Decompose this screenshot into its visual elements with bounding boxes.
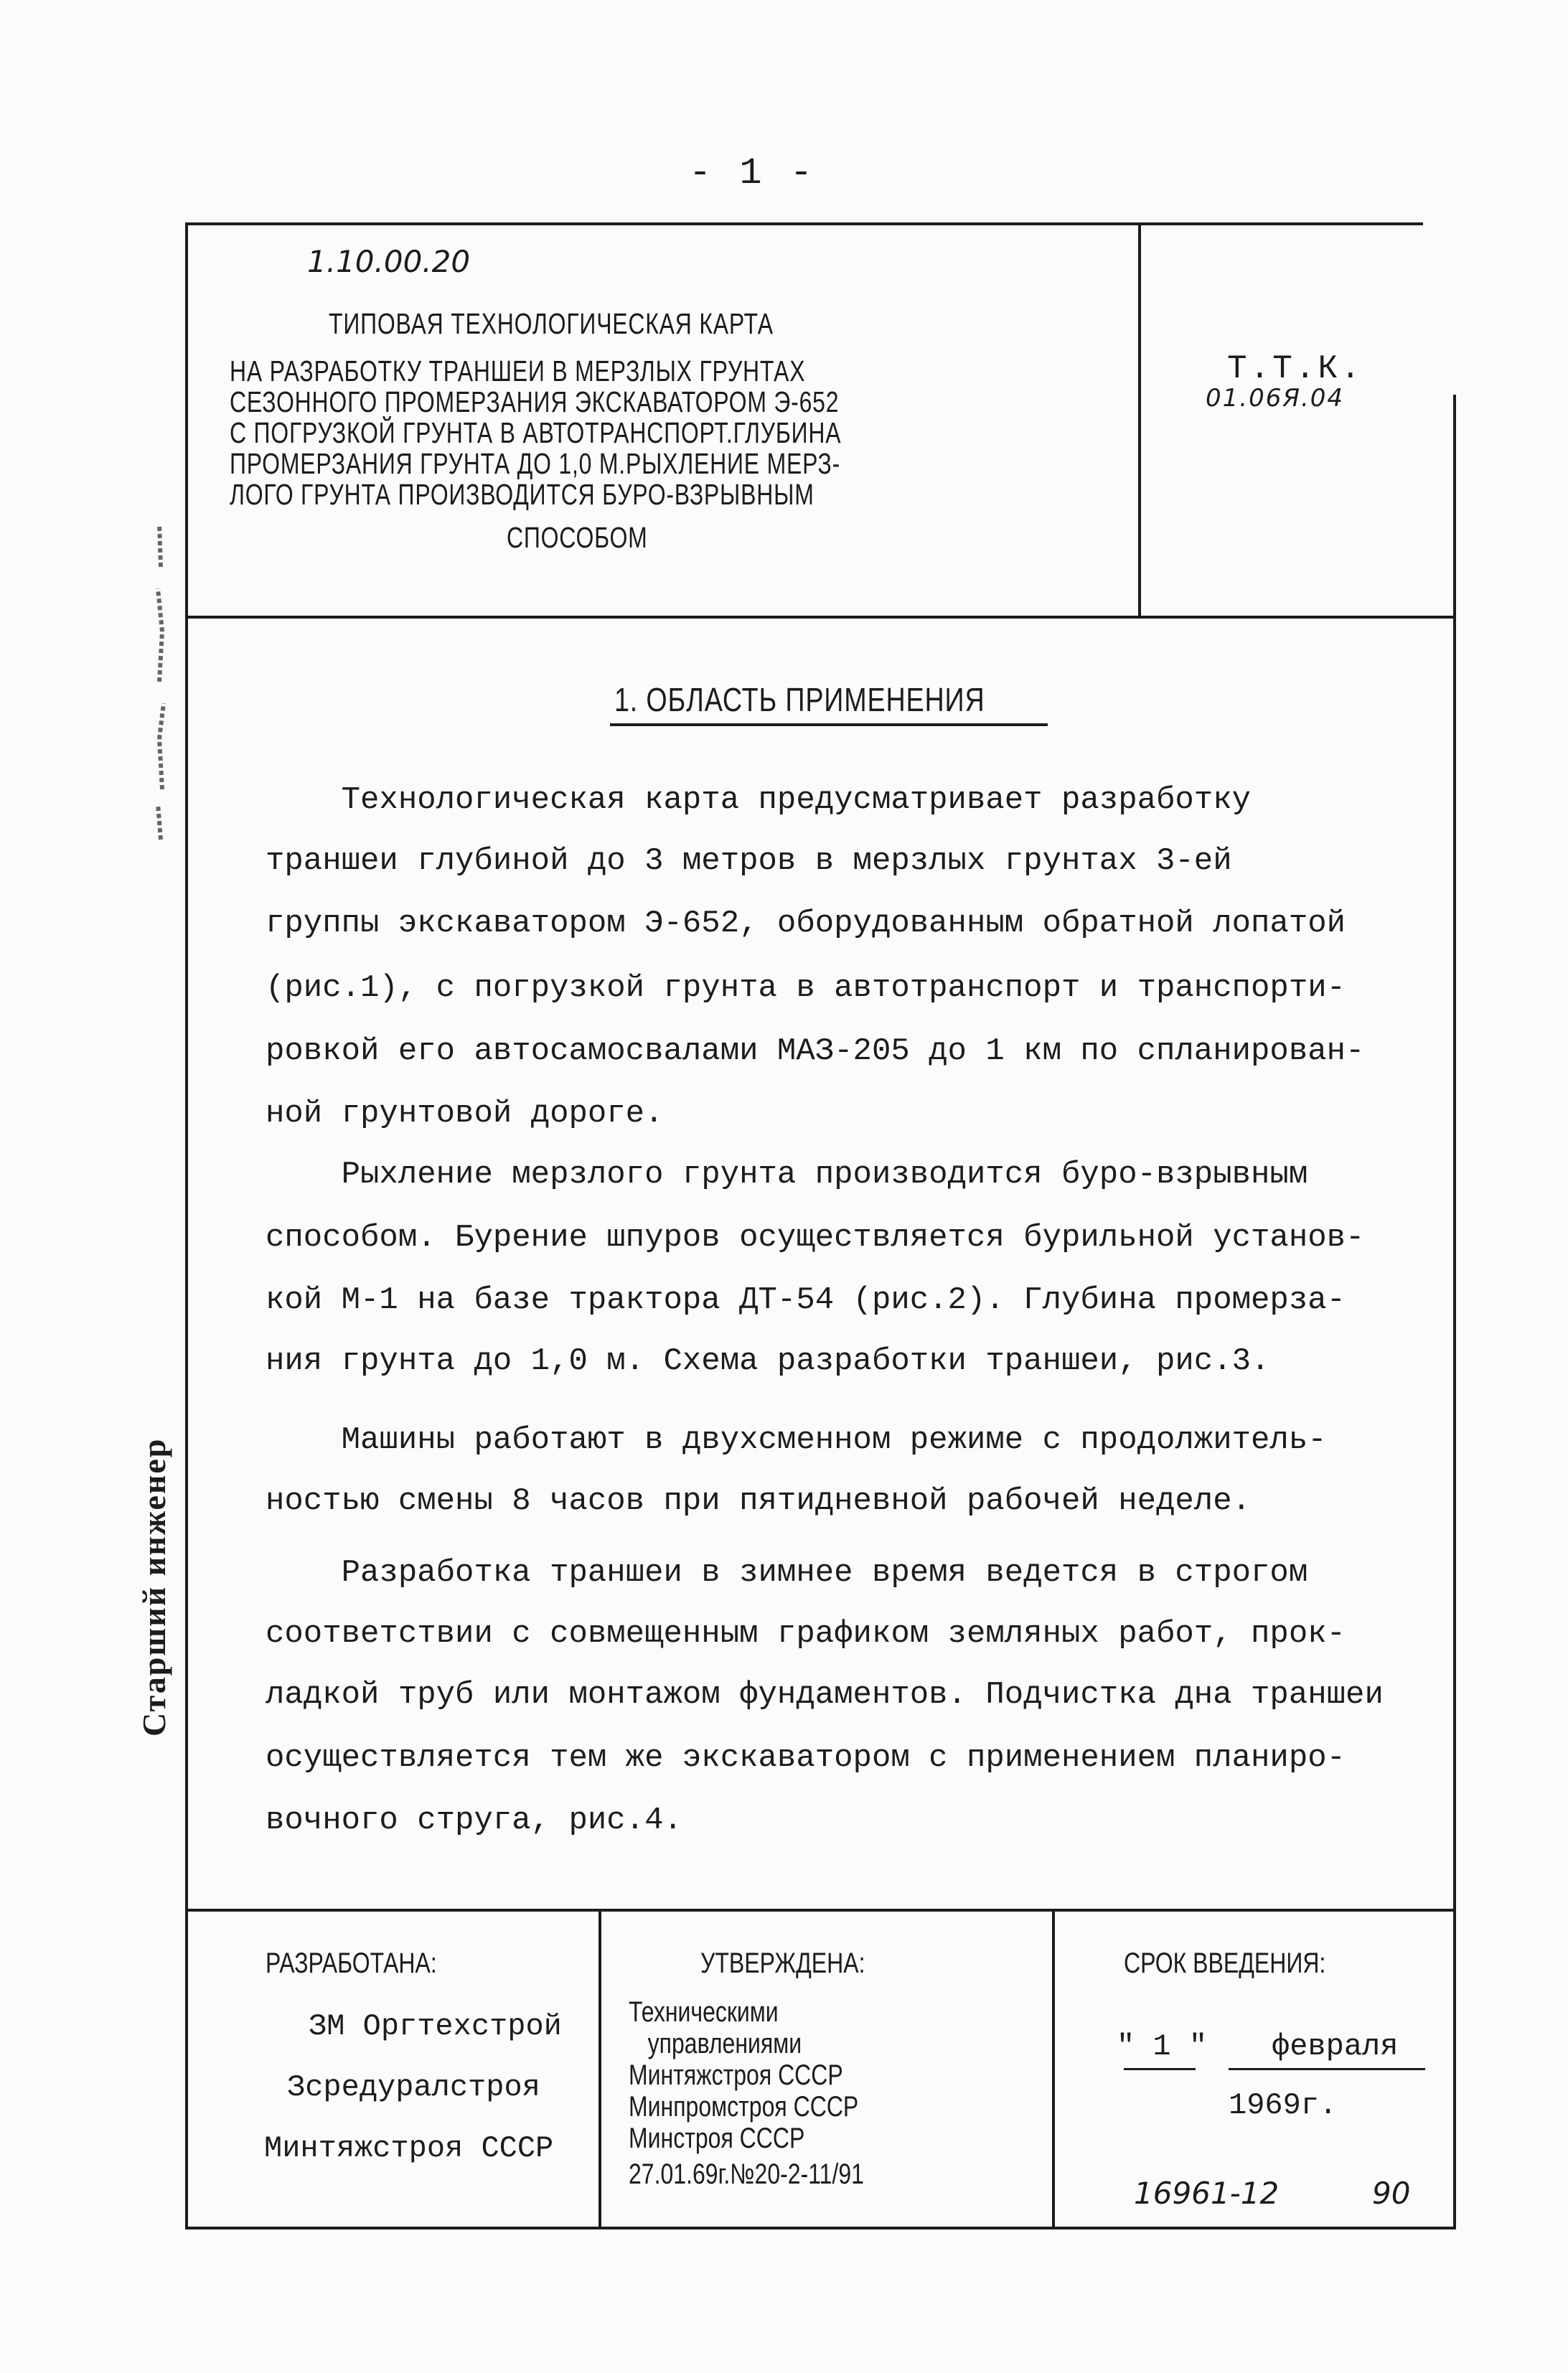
footer-divider-1 <box>598 1909 601 2228</box>
body-line: траншеи глубиной до 3 метров в мерзлых грунтах 3-ей <box>266 843 1232 879</box>
body-line: Рыхление мерзлого грунта производится буро-взрывным <box>266 1157 1308 1193</box>
title-line: ЛОГО ГРУНТА ПРОИЗВОДИТСЯ БУРО-ВЗРЫВНЫМ <box>230 478 814 511</box>
approved-line: Минпромстроя СССР <box>629 2091 859 2123</box>
footer-divider-2 <box>1052 1909 1055 2228</box>
body-line: (рис.1), с погрузкой грунта в автотранспорт и транспорти- <box>266 970 1346 1006</box>
body-line: кой М-1 на базе трактора ДТ-54 (рис.2). Глубина промерза- <box>266 1282 1346 1318</box>
approved-line: Техническими <box>629 1996 779 2028</box>
footer-bottom-border <box>185 2227 1456 2229</box>
ttk-number: 01.06Я.04 <box>1206 384 1345 413</box>
header-top-border <box>185 222 1423 225</box>
title-line: НА РАЗРАБОТКУ ТРАНШЕИ В МЕРЗЛЫХ ГРУНТАХ <box>230 354 806 387</box>
approved-line: управлениями <box>629 2028 802 2059</box>
body-line: группы экскаватором Э-652, оборудованным обратной лопатой <box>266 906 1346 941</box>
developed-line: Минтяжстроя СССР <box>264 2131 554 2166</box>
footer-top-border <box>185 1909 1456 1912</box>
body-line: способом. Бурение шпуров осуществляется бурильной установ- <box>266 1220 1365 1256</box>
body-line: осуществляется тем же экскаватором с применением планиро- <box>266 1740 1346 1776</box>
body-line: Технологическая карта предусматривает разработку <box>266 782 1252 818</box>
effective-day: " 1 " <box>1117 2029 1208 2064</box>
body-line: ния грунта до 1,0 м. Схема разработки траншеи, рис.3. <box>266 1343 1270 1379</box>
title-line: СПОСОБОМ <box>507 521 648 554</box>
ref-code: 16961-12 <box>1134 2176 1280 2211</box>
approved-line: Минтяжстроя СССР <box>629 2059 843 2091</box>
title-line: ТИПОВАЯ ТЕХНОЛОГИЧЕСКАЯ КАРТА <box>329 307 774 340</box>
developed-line: Зсредуралстроя <box>287 2070 540 2105</box>
approved-label: УТВЕРЖДЕНА: <box>700 1947 865 1979</box>
header-bottom-border <box>185 616 1456 619</box>
approved-line: 27.01.69г.№20-2-11/91 <box>629 2158 864 2190</box>
page-number: - 1 - <box>689 152 816 194</box>
ref-page: 90 <box>1372 2176 1411 2211</box>
doc-code: 1.10.00.20 <box>307 244 471 279</box>
developed-line: ЗМ Оргтехстрой <box>309 2009 562 2044</box>
body-line: Разработка траншеи в зимнее время ведется в строгом <box>266 1555 1308 1591</box>
approved-line: Минстроя СССР <box>629 2123 805 2154</box>
section-heading: 1. ОБЛАСТЬ ПРИМЕНЕНИЯ <box>614 681 985 718</box>
month-underline <box>1229 2068 1425 2070</box>
effective-month: февраля <box>1272 2029 1399 2064</box>
day-underline <box>1124 2068 1196 2070</box>
heading-underline <box>610 723 1048 726</box>
header-divider <box>1138 222 1141 617</box>
body-line: ной грунтовой дороге. <box>266 1096 664 1132</box>
title-line: СЕЗОННОГО ПРОМЕРЗАНИЯ ЭКСКАВАТОРОМ Э-652 <box>230 385 840 418</box>
body-line: ладкой труб или монтажом фундаментов. Подчистка дна траншеи <box>266 1677 1384 1713</box>
title-line: ПРОМЕРЗАНИЯ ГРУНТА ДО 1,0 М.РЫХЛЕНИЕ МЕРЗ- <box>230 447 841 480</box>
body-line: вочного струга, рис.4. <box>266 1803 682 1838</box>
ttk-label: Т.Т.К. <box>1227 350 1363 387</box>
effective-year: 1969г. <box>1229 2088 1338 2123</box>
title-line: С ПОГРУЗКОЙ ГРУНТА В АВТОТРАНСПОРТ.ГЛУБИНА <box>230 416 842 449</box>
developed-label: РАЗРАБОТАНА: <box>266 1947 437 1979</box>
right-border <box>1453 395 1456 2228</box>
effective-label: СРОК ВВЕДЕНИЯ: <box>1124 1947 1326 1979</box>
side-stamp <box>149 517 171 847</box>
left-border <box>185 222 188 2228</box>
side-label: Старший инженер <box>136 1437 172 1737</box>
body-line: ровкой его автосамосвалами МАЗ-205 до 1 км по спланирован- <box>266 1033 1365 1069</box>
body-line: Машины работают в двухсменном режиме с продолжитель- <box>266 1422 1327 1458</box>
body-line: ностью смены 8 часов при пятидневной рабочей неделе. <box>266 1483 1252 1519</box>
body-line: соответствии с совмещенным графиком земляных работ, прок- <box>266 1616 1346 1652</box>
